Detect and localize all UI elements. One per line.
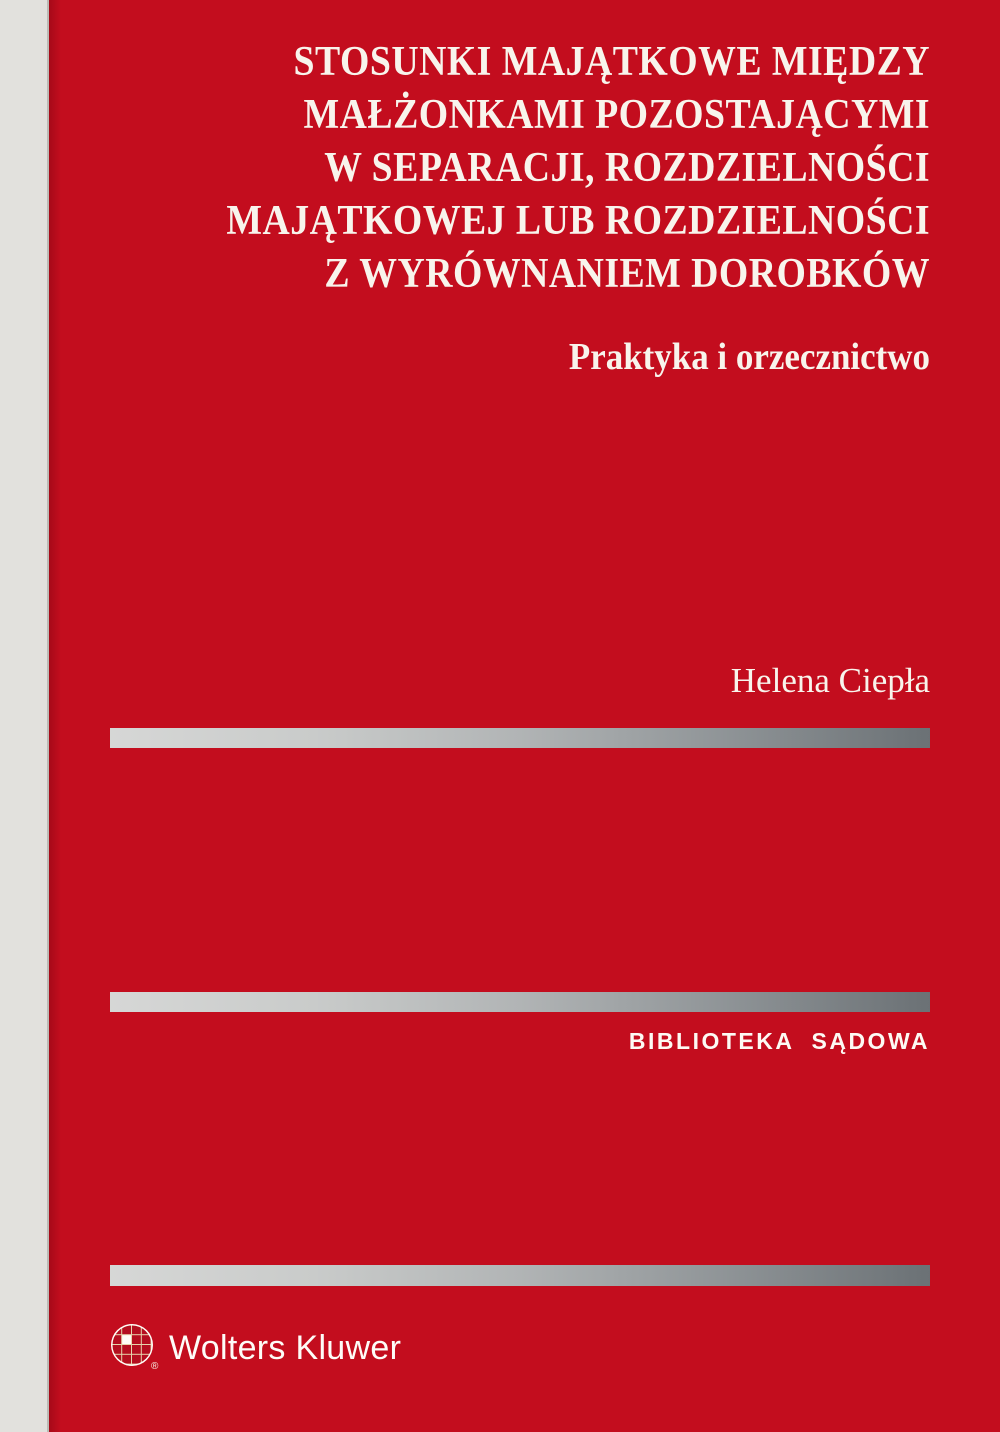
spine-shadow xyxy=(49,0,61,1432)
author-name: Helena Ciepła xyxy=(730,661,930,700)
divider-bar-3 xyxy=(110,1265,930,1286)
registered-trademark-symbol: ® xyxy=(151,1361,159,1372)
title-line-5: Z WYRÓWNANIEM DOROBKÓW xyxy=(324,251,930,297)
wolters-kluwer-globe-icon xyxy=(109,1322,155,1368)
divider-bar-1 xyxy=(110,728,930,748)
title-line-3: W SEPARACJI, ROZDZIELNOŚCI xyxy=(324,145,930,191)
title-line-2: MAŁŻONKAMI POZOSTAJĄCYMI xyxy=(303,92,930,138)
title-line-1: STOSUNKI MAJĄTKOWE MIĘDZY xyxy=(293,39,930,85)
divider-bar-2 xyxy=(110,992,930,1012)
series-label: BIBLIOTEKA SĄDOWA xyxy=(628,1028,930,1054)
title-line-4: MAJĄTKOWEJ LUB ROZDZIELNOŚCI xyxy=(226,198,930,244)
publisher-name: Wolters Kluwer xyxy=(169,1328,402,1367)
book-title xyxy=(165,36,930,301)
page-edge-strip xyxy=(0,0,49,1432)
book-subtitle: Praktyka i orzecznictwo xyxy=(568,336,930,378)
